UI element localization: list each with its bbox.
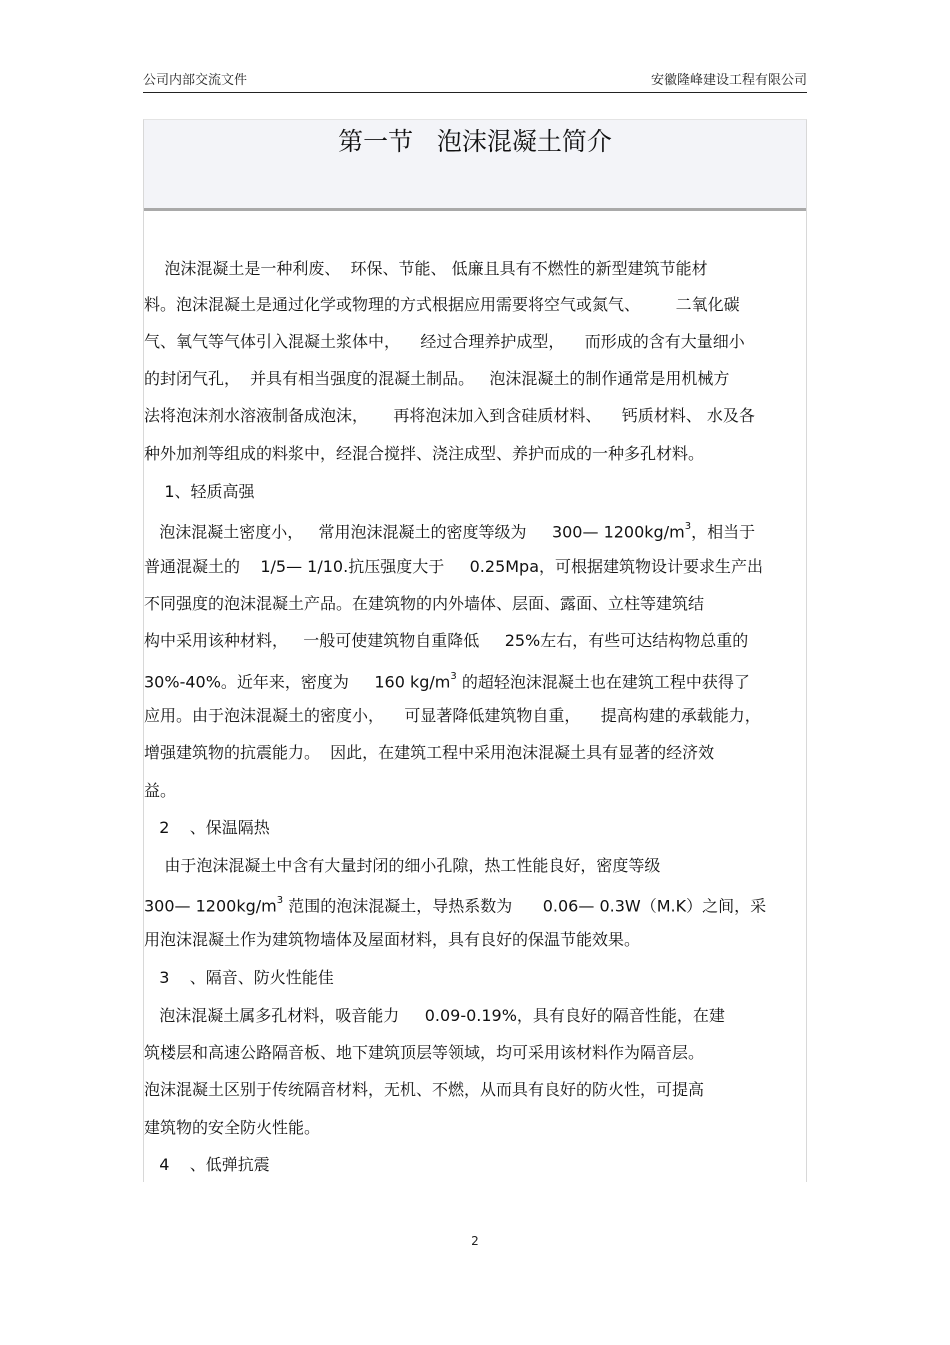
paragraph-line: 益。 — [144, 781, 177, 800]
superscript: 3 — [450, 671, 457, 682]
section-title: 第一节 泡沫混凝土简介 — [338, 127, 612, 156]
line-text: 范围的泡沫混凝土，导热系数为 0.06— 0.3W（M.K）之间，采 — [283, 896, 767, 916]
paragraph-line: 泡沫混凝土区别于传统隔音材料，无机、不燃，从而具有良好的防火性，可提高 — [144, 1080, 705, 1099]
subheading: 3 、隔音、防火性能佳 — [144, 968, 334, 987]
paragraph-line — [144, 892, 766, 917]
header-right-text: 安徽隆峰建设工程有限公司 — [650, 73, 807, 88]
paragraph-line: 普通混凝土的 1/5— 1/10.抗压强度大于 0.25Mpa，可根据建筑物设计要求生产出 — [144, 557, 764, 576]
paragraph-line: 泡沫混凝土是一种利废、 环保、节能、 低廉且具有不燃性的新型建筑节能材 — [144, 259, 708, 278]
page-header — [143, 64, 807, 93]
line-text: 泡沫混凝土密度小， 常用泡沫混凝土的密度等级为 300— 1200kg/m — [144, 522, 685, 542]
paragraph-line: 泡沫混凝土属多孔材料，吸音能力 0.09-0.19%，具有良好的隔音性能，在建 — [144, 1006, 725, 1025]
paragraph-line: 法将泡沫剂水溶液制备成泡沫， 再将泡沫加入到含硅质材料、 钙质材料、 水及各 — [144, 406, 755, 425]
paragraph-line — [144, 668, 750, 693]
paragraph-line: 增强建筑物的抗震能力。 因此，在建筑工程中采用泡沫混凝土具有显著的经济效 — [144, 743, 715, 762]
paragraph-line: 用泡沫混凝土作为建筑物墙体及屋面材料，具有良好的保温节能效果。 — [144, 930, 641, 949]
paragraph-line: 应用。由于泡沫混凝土的密度小， 可显著降低建筑物自重， 提高构建的承载能力， — [144, 706, 761, 725]
line-text: 300— 1200kg/m — [144, 896, 277, 916]
title-divider — [144, 208, 806, 211]
line-text: 的超轻泡沫混凝土也在建筑工程中获得了 — [456, 672, 750, 692]
paragraph-line: 构中采用该种材料， 一般可使建筑物自重降低 25%左右，有些可达结构物总重的 — [144, 631, 749, 650]
paragraph-line: 筑楼层和高速公路隔音板、地下建筑顶层等领域，均可采用该材料作为隔音层。 — [144, 1043, 705, 1062]
page-number: 2 — [471, 1234, 479, 1248]
subheading: 1、轻质高强 — [144, 482, 255, 501]
title-band — [144, 120, 806, 208]
paragraph-line: 气、氧气等气体引入混凝土浆体中， 经过合理养护成型， 而形成的含有大量细小 — [144, 332, 745, 351]
subheading: 2 、保温隔热 — [144, 818, 270, 837]
line-text: 30%-40%。近年来，密度为 160 kg/m — [144, 672, 451, 692]
header-left-text: 公司内部交流文件 — [143, 73, 248, 88]
superscript: 3 — [276, 895, 284, 906]
paragraph-line: 种外加剂等组成的料浆中，经混合搅拌、浇注成型、养护而成的一种多孔材料。 — [144, 444, 705, 463]
paragraph-line: 的封闭气孔， 并具有相当强度的混凝土制品。 泡沫混凝土的制作通常是用机械方 — [144, 369, 730, 388]
paragraph-line: 建筑物的安全防火性能。 — [144, 1118, 321, 1137]
line-text: ，相当于 — [691, 522, 756, 542]
subheading: 4 、低弹抗震 — [144, 1155, 270, 1174]
superscript: 3 — [684, 521, 692, 532]
paragraph-line: 不同强度的泡沫混凝土产品。在建筑物的内外墙体、层面、露面、立柱等建筑结 — [144, 594, 705, 613]
paragraph-line: 料。泡沫混凝土是通过化学或物理的方式根据应用需要将空气或氮气、 二氧化碳 — [144, 295, 740, 314]
paragraph-line: 由于泡沫混凝土中含有大量封闭的细小孔隙，热工性能良好，密度等级 — [144, 856, 661, 875]
paragraph-line — [144, 518, 755, 543]
